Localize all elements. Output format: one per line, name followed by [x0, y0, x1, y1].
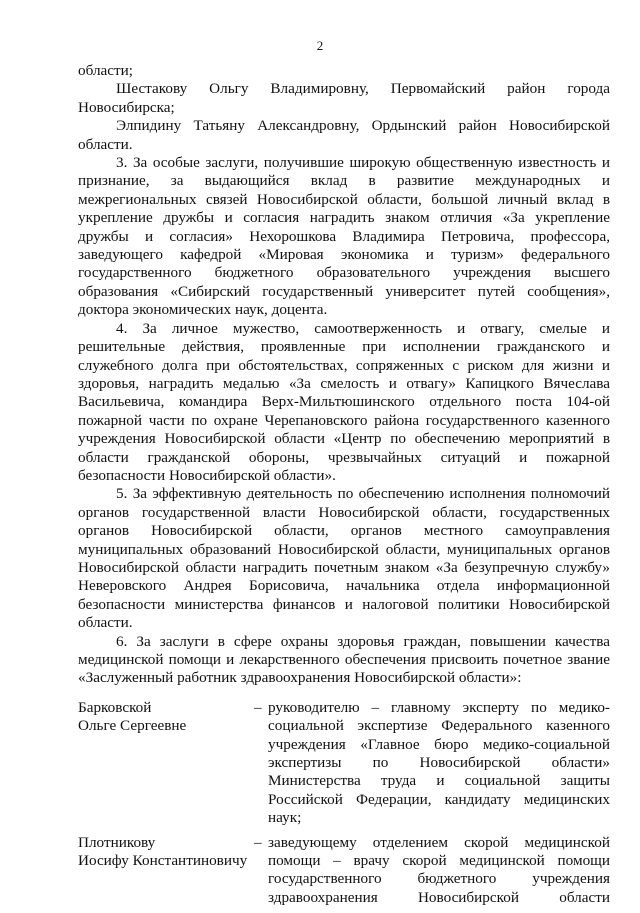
awardee-position: заведующему отделением скорой медицинской помощи – врачу скорой медицинской помощи государственного бюджетного учреждения здравоохранения Новосибирской области [268, 833, 610, 906]
paragraph-5: 5. За эффективную деятельность по обеспечению исполнения полномочий органов государственной власти Новосибирской области, государственных органов Новосибирской области, органов местного самоуправления муниципальных образований Новосибирской области, муниципальных органов Новосибирской области наградить почетным знаком «За безупречную службу» Неверовского Андрея Борисовича, начальника отдела информационной безопасности министерства финансов и налоговой политики Новосибирской области. [78, 485, 610, 632]
text-line: Шестакову Ольгу Владимировну, Первомайский район города [116, 80, 610, 98]
awardee-list [78, 699, 610, 907]
awardee-position: руководителю – главному эксперту по медико-социальной экспертизе Федерального казенного учреждения «Главное бюро медико-социальной экспертизы по Новосибирской области» Министерства труда и социальной защиты Российской Федерации, кандидату медицинских наук; [268, 698, 610, 827]
awardee-name [78, 699, 254, 828]
paragraph-6: 6. За заслуги в сфере охраны здоровья граждан, повышении качества медицинской помощи и лекарственного обеспечения присвоить почетное звание «Заслуженный работник здравоохранения Новосибирской области»: [78, 632, 610, 687]
document-body [78, 62, 610, 913]
text-line: Элпидину Татьяну Александровну, Ордынский район Новосибирской [116, 117, 610, 135]
awardee-row [78, 834, 610, 908]
paragraph-3: 3. За особые заслуги, получившие широкую общественную известность и признание, за выдающийся вклад в развитие международных и межрегиональных связей Новосибирской области, большой личный вклад в укрепление дружбы и согласия наградить знаком отличия «За укрепление дружбы и согласия» Нехорошкова Владимира Петровича, профессора, заведующего кафедрой «Мировая экономика и туризм» федерального государственного бюджетного образовательного учреждения высшего образования «Сибирский государственный университет путей сообщения», доктора экономических наук, доцента. [78, 154, 610, 319]
text-line: области. [78, 135, 133, 153]
dash: – [254, 698, 262, 716]
awardee-description [254, 699, 610, 828]
awardee-description [254, 834, 610, 908]
awardee-name [78, 834, 254, 908]
awardee-row [78, 699, 610, 828]
page-number: 2 [316, 38, 324, 53]
awardee-surname: Плотникову [78, 833, 156, 851]
text-line: Новосибирска; [78, 98, 175, 116]
awardee-surname: Барковской [78, 698, 152, 716]
text-line: области; [78, 62, 133, 79]
dash: – [254, 833, 262, 851]
awardee-given-names: Ольге Сергеевне [78, 717, 187, 735]
paragraph-4: 4. За личное мужество, самоотверженность и отвагу, смелые и решительные действия, проявленные при исполнении гражданского и служебного долга при обстоятельствах, сопряженных с риском для жизни и здоровья, наградить медалью «За смелость и отвагу» Капицкого Вячеслава Васильевича, командира Верх-Мильтюшинского отдельного поста 104-ой пожарной части по охране Черепановского района государственного казенного учреждения Новосибирской области «Центр по обеспечению мероприятий в области гражданской обороны, чрезвычайных ситуаций и пожарной безопасности Новосибирской области». [78, 319, 610, 484]
awardee-given-names: Иосифу Константиновичу [78, 852, 248, 870]
